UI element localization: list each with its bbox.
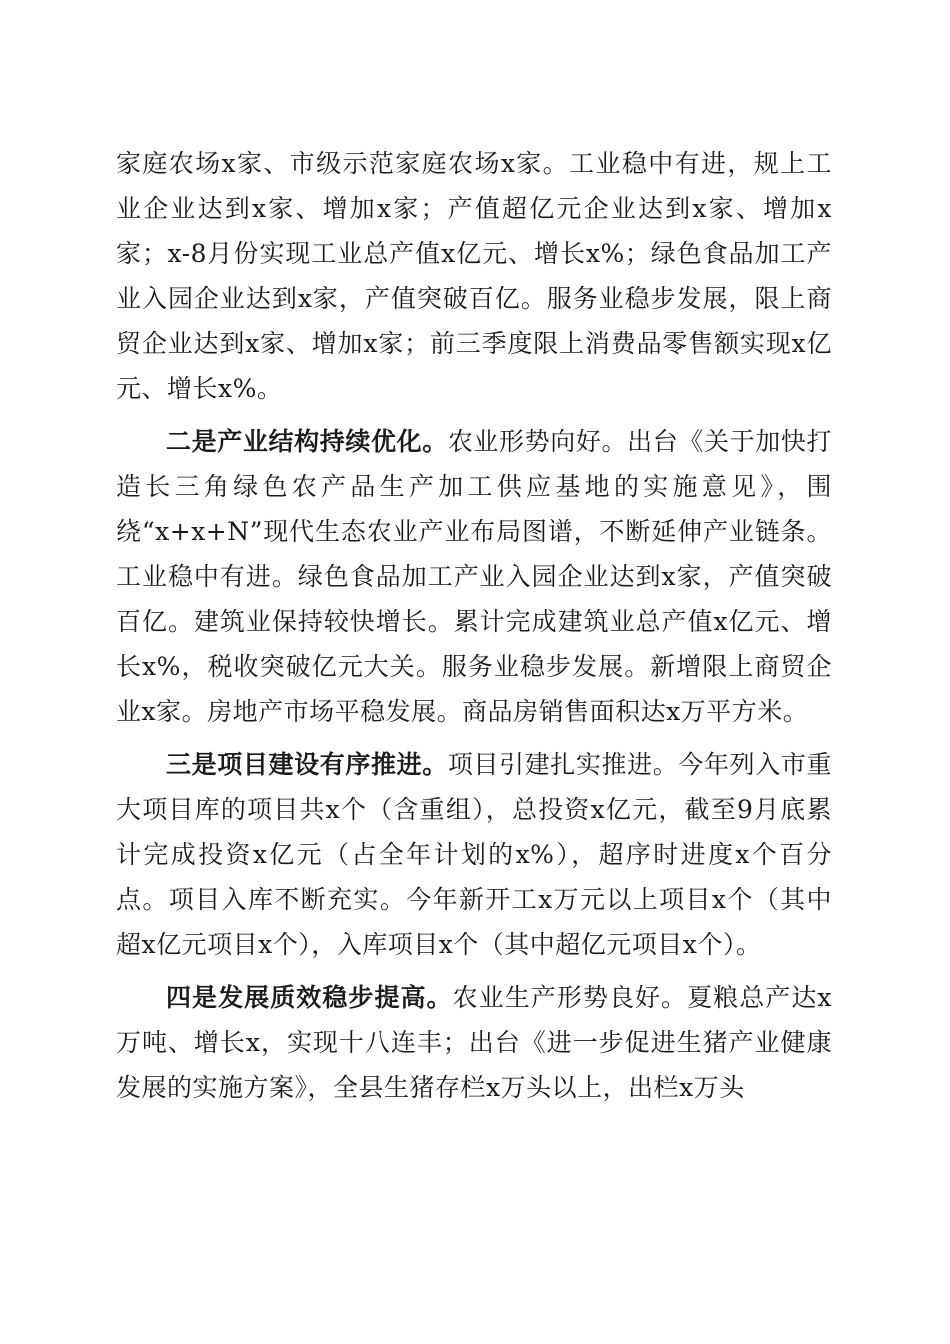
paragraph-text: 农业生产形势良好。夏粮总产达x万吨、增长x，实现十八连丰；出台《进一步促进生猪产业健康发展的实施方案》，全县生猪存栏x万头以上，出栏x万头 — [116, 983, 832, 1102]
paragraph-heading: 三是项目建设有序推进。 — [166, 750, 448, 779]
paragraph-text: 项目引建扎实推进。今年列入市重大项目库的项目共x个（含重组），总投资x亿元，截至9月底累计完成投资x亿元（占全年计划的x%），超序时进度x个百分点。项目入库不断充实。今年新开工x万元以上项目x个（其中超x亿元项目x个），入库项目x个（其中超亿元项目x个）。 — [116, 750, 832, 959]
paragraph-development-quality — [116, 975, 832, 1110]
paragraph-text: 家庭农场x家、市级示范家庭农场x家。工业稳中有进，规上工业企业达到x家、增加x家；产值超亿元企业达到x家、增加x家；x-8月份实现工业总产值x亿元、增长x%；绿色食品加工产业入园企业达到x家，产值突破百亿。服务业稳步发展，限上商贸企业达到x家、增加x家；前三季度限上消费品零售额实现x亿元、增长x%。 — [116, 149, 832, 403]
paragraph-project-construction — [116, 742, 832, 967]
document-body — [116, 141, 832, 1118]
paragraph-continuation — [116, 141, 832, 411]
paragraph-industrial-structure — [116, 419, 832, 734]
paragraph-heading: 二是产业结构持续优化。 — [166, 427, 448, 456]
paragraph-heading: 四是发展质效稳步提高。 — [166, 983, 453, 1012]
paragraph-text: 农业形势向好。出台《关于加快打造长三角绿色农产品生产加工供应基地的实施意见》，围绕“x+x+N”现代生态农业产业布局图谱，不断延伸产业链条。工业稳中有进。绿色食品加工产业入园企业达到x家，产值突破百亿。建筑业保持较快增长。累计完成建筑业总产值x亿元、增长x%，税收突破亿元大关。服务业稳步发展。新增限上商贸企业x家。房地产市场平稳发展。商品房销售面积达x万平方米。 — [116, 427, 832, 726]
